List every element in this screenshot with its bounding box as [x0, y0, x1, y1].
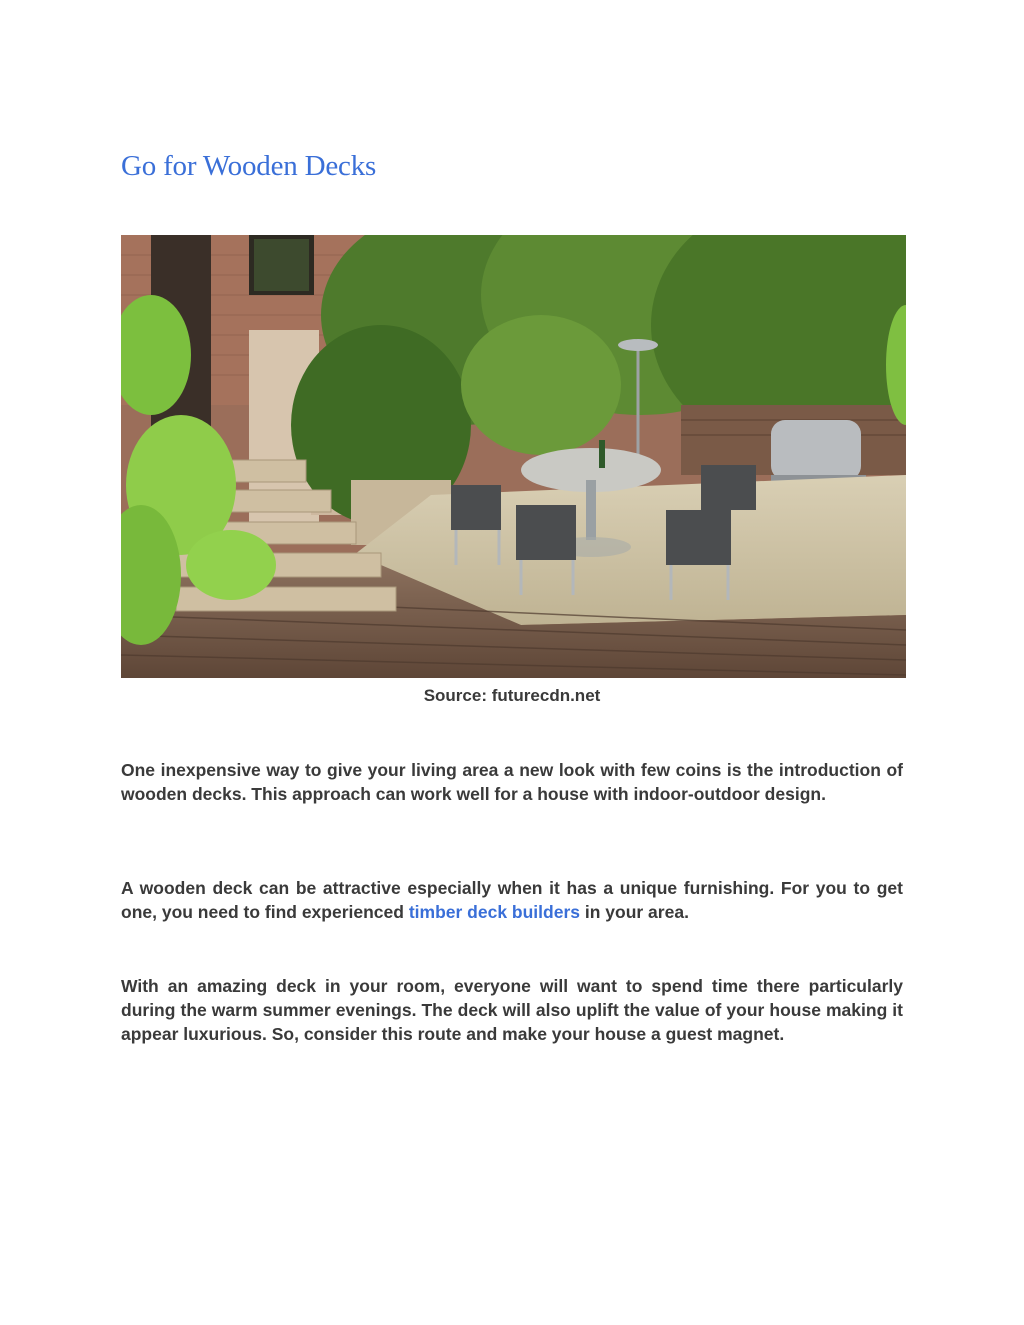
paragraph-intro: One inexpensive way to give your living area a new look with few coins is the introduction of wooden decks. This approach can work well for a house with indoor-outdoor design. [121, 760, 903, 804]
patio-deck-photo [121, 235, 906, 678]
paragraph-conclusion: With an amazing deck in your room, everyone will want to spend time there particularly during the warm summer evenings. The deck will also uplift the value of your house making it appear luxurious. So, consider this route and make your house a guest magnet. [121, 976, 903, 1044]
image-caption: Source: futurecdn.net [423, 686, 601, 705]
paragraph-builders-text-after: in your area. [580, 902, 689, 922]
timber-deck-builders-link[interactable]: timber deck builders [408, 902, 580, 922]
article-title: Go for Wooden Decks [121, 150, 377, 182]
paragraph-builders-text-before: A wooden deck can be attractive especially when it has a unique furnishing. For you to get one, you need to find experienced [121, 878, 903, 922]
paragraph-builders [121, 876, 903, 924]
